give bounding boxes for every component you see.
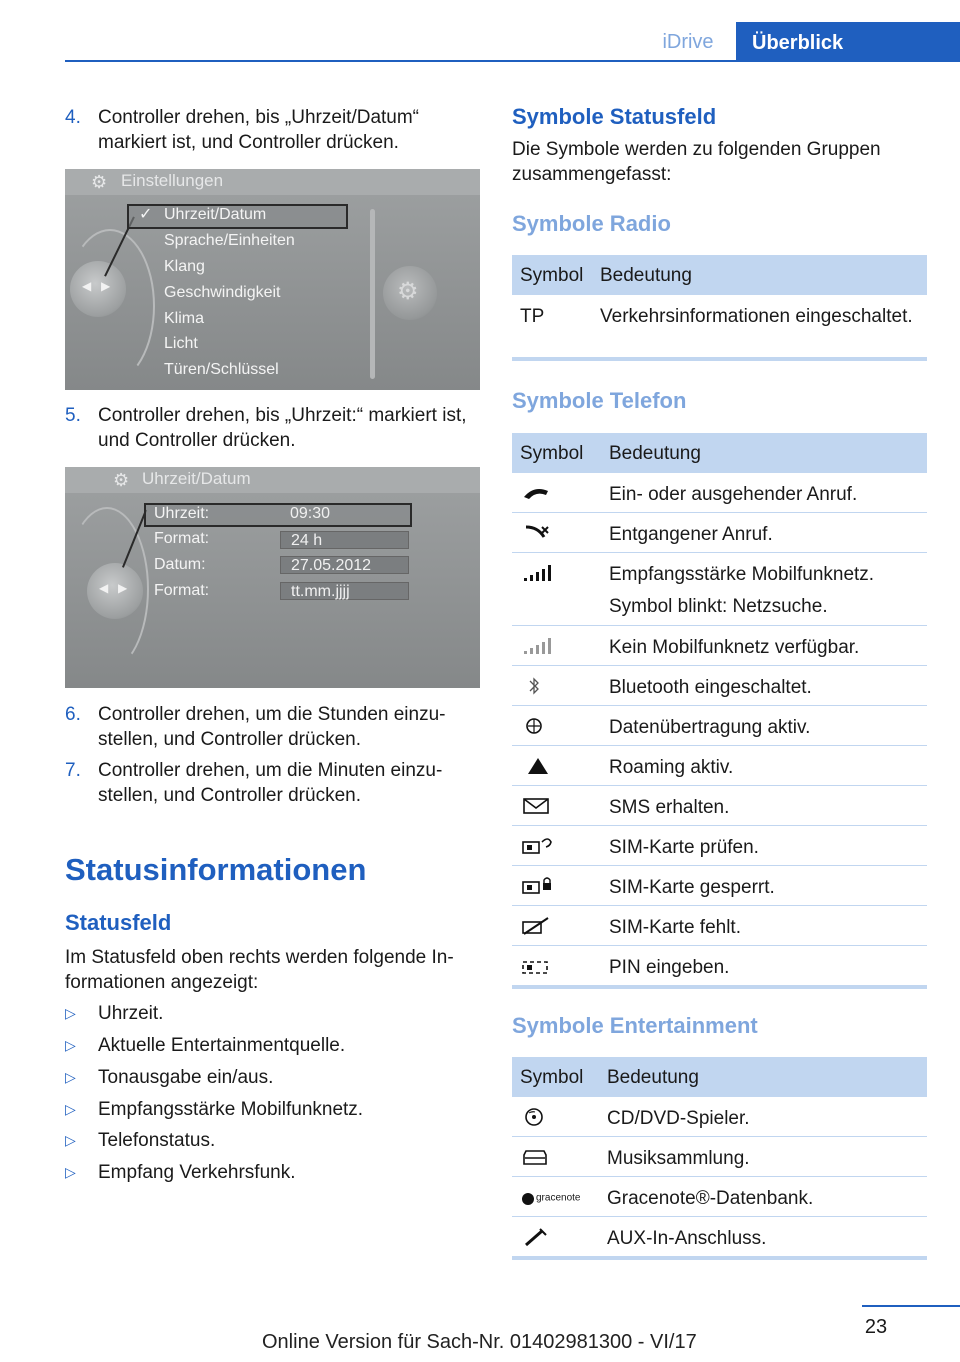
sim-locked-icon: [520, 876, 556, 896]
symbole-intro: Die Symbole werden zu folgenden Gruppen zusammengefasst:: [512, 139, 881, 185]
triangle-bullet-icon: ▷: [65, 1037, 76, 1053]
arrow-right-icon: ▶: [118, 581, 128, 595]
row-desc-secondary: Symbol blinkt: Netzsuche.: [609, 596, 828, 617]
row-desc: Datenübertragung aktiv.: [609, 717, 811, 738]
table-row: [512, 666, 927, 706]
field-label: Format:: [154, 530, 210, 547]
table-row: [512, 906, 927, 946]
step-5: [65, 403, 475, 453]
table-row: [512, 826, 927, 866]
checkmark-icon: ✓: [139, 206, 153, 223]
col-symbol: Symbol: [520, 443, 584, 464]
sms-envelope-icon: [520, 796, 556, 816]
list-item: [65, 1097, 363, 1122]
table-row: [512, 295, 927, 357]
list-item-text: Empfang Verkehrsfunk.: [98, 1162, 296, 1183]
row-desc: Ein- oder ausgehender Anruf.: [609, 484, 858, 505]
table-row: [512, 513, 927, 553]
header-rule: [65, 60, 960, 62]
tab-idrive[interactable]: iDrive: [662, 31, 714, 53]
triangle-bullet-icon: ▷: [65, 1132, 76, 1148]
footer-text: Online Version für Sach-Nr. 01402981300 - VI/17: [262, 1331, 697, 1353]
menu-item: Geschwindigkeit: [164, 284, 281, 301]
triangle-bullet-icon: ▷: [65, 1005, 76, 1021]
table-row: [512, 946, 927, 985]
list-item: [65, 1160, 296, 1185]
step-4: [65, 105, 475, 155]
missed-call-icon: [520, 523, 556, 543]
table-row: [512, 786, 927, 826]
menu-item: Uhrzeit/Datum: [164, 206, 267, 223]
gear-icon: ⚙: [113, 470, 130, 490]
row-desc: Gracenote®-Datenbank.: [607, 1188, 814, 1209]
roaming-icon: [520, 756, 556, 776]
data-transfer-icon: [520, 716, 556, 736]
gracenote-logo-icon: [520, 1187, 580, 1209]
menu-item: Klima: [164, 310, 205, 327]
pin-entry-icon: [520, 956, 556, 976]
row-desc: SMS erhalten.: [609, 797, 730, 818]
arrow-right-icon: ▶: [101, 279, 111, 293]
step-6: [65, 702, 475, 752]
list-item: [65, 1065, 273, 1090]
table-header: [512, 255, 927, 295]
row-desc: Musiksammlung.: [607, 1148, 750, 1169]
row-desc: SIM-Karte gesperrt.: [609, 877, 775, 898]
triangle-bullet-icon: ▷: [65, 1101, 76, 1117]
field-label: Format:: [154, 582, 210, 599]
table-row: [512, 1137, 927, 1177]
radio-table: [512, 255, 927, 361]
signal-strength-icon: [520, 563, 556, 583]
statusfeld-paragraph: Im Statusfeld oben rechts werden folgende Informationen angezeigt:: [65, 947, 454, 993]
subsection-title: Statusfeld: [65, 910, 172, 935]
table-row: [512, 1177, 927, 1217]
bluetooth-icon: [520, 676, 556, 696]
symbole-telefon-title: Symbole Telefon: [512, 388, 687, 413]
gracenote-logo-text: gracenote: [536, 1192, 581, 1204]
menu-item: Licht: [164, 335, 198, 352]
table-row: [512, 1217, 927, 1256]
list-item: [65, 1033, 345, 1058]
cd-dvd-icon: [520, 1107, 556, 1127]
symbol-text: TP: [520, 306, 545, 327]
col-bedeutung: Bedeutung: [607, 1067, 699, 1088]
table-row: [512, 553, 927, 626]
section-title: Statusinformationen: [65, 852, 367, 887]
screenshot-uhrzeit-datum: [65, 467, 480, 688]
list-item-text: Uhrzeit.: [98, 1003, 164, 1024]
page-number: 23: [864, 1316, 888, 1338]
field-value: 27.05.2012: [280, 556, 409, 574]
controller-knob: [70, 261, 126, 317]
list-item: [65, 1128, 215, 1153]
row-desc: Entgangener Anruf.: [609, 524, 773, 545]
screenshot-einstellungen: [65, 169, 480, 390]
list-item-text: Telefonstatus.: [98, 1130, 216, 1151]
table-header: [512, 433, 927, 473]
row-desc: SIM-Karte prüfen.: [609, 837, 759, 858]
settings-gear-icon: ⚙: [397, 278, 419, 305]
menu-item: Klang: [164, 258, 205, 275]
symbole-entertainment-title: Symbole Entertainment: [512, 1013, 758, 1038]
arrow-left-icon: ◀: [82, 279, 92, 293]
controller-knob: [87, 563, 143, 619]
row-desc: Empfangsstärke Mobilfunknetz.: [609, 564, 875, 585]
sim-check-icon: [520, 836, 556, 856]
step-text: Controller drehen, um die Minuten einzustellen, und Controller drücken.: [98, 760, 443, 806]
symbole-statusfeld-title: Symbole Statusfeld: [512, 104, 717, 129]
table-header: [512, 1057, 927, 1097]
field-label: Uhrzeit:: [154, 505, 210, 522]
list-item: [65, 1001, 163, 1026]
step-number: 5.: [65, 405, 81, 426]
row-desc: Roaming aktiv.: [609, 757, 734, 778]
table-end-rule: [512, 1256, 927, 1260]
arrow-left-icon: ◀: [99, 581, 109, 595]
step-text: Controller drehen, um die Stunden einzustellen, und Controller drücken.: [98, 704, 446, 750]
scroll-track: [370, 209, 375, 379]
step-number: 6.: [65, 704, 81, 725]
gear-icon: ⚙: [91, 172, 108, 192]
col-bedeutung: Bedeutung: [600, 265, 692, 286]
field-label: Datum:: [154, 556, 206, 573]
screen-title: Einstellungen: [121, 171, 224, 190]
col-bedeutung: Bedeutung: [609, 443, 701, 464]
table-row: [512, 706, 927, 746]
entertainment-table: [512, 1057, 927, 1260]
table-row: [512, 1097, 927, 1137]
menu-item: Sprache/Einheiten: [164, 232, 295, 249]
tab-ueberblick[interactable]: Überblick: [736, 22, 960, 62]
table-row: [512, 473, 927, 513]
field-value: 24 h: [280, 531, 409, 549]
col-symbol: Symbol: [520, 1067, 584, 1088]
step-7: [65, 758, 475, 808]
row-desc: SIM-Karte fehlt.: [609, 917, 741, 938]
triangle-bullet-icon: ▷: [65, 1164, 76, 1180]
field-value: tt.mm.jjjj: [280, 582, 409, 600]
screen-title: Uhrzeit/Datum: [142, 469, 251, 488]
row-desc: AUX-In-Anschluss.: [607, 1228, 767, 1249]
footer-rule: [862, 1305, 960, 1307]
aux-plug-icon: [520, 1227, 556, 1247]
row-desc: Verkehrsinformationen eingeschaltet.: [600, 306, 913, 327]
list-item-text: Tonausgabe ein/aus.: [98, 1067, 274, 1088]
list-item-text: Aktuelle Entertainmentquelle.: [98, 1035, 346, 1056]
list-item-text: Empfangsstärke Mobilfunknetz.: [98, 1099, 364, 1120]
table-end-rule: [512, 357, 927, 361]
sim-missing-icon: [520, 916, 556, 936]
music-collection-icon: [520, 1147, 556, 1167]
row-desc: Kein Mobilfunknetz verfügbar.: [609, 637, 860, 658]
phone-handset-icon: [520, 483, 556, 503]
symbole-radio-title: Symbole Radio: [512, 211, 671, 236]
table-end-rule: [512, 985, 927, 989]
col-symbol: Symbol: [520, 265, 584, 286]
row-desc: Bluetooth eingeschaltet.: [609, 677, 812, 698]
step-text: Controller drehen, bis „Uhrzeit/Datum“ markiert ist, und Controller drücken.: [98, 107, 420, 153]
triangle-bullet-icon: ▷: [65, 1069, 76, 1085]
telefon-table: [512, 433, 927, 989]
row-desc: CD/DVD-Spieler.: [607, 1108, 750, 1129]
step-number: 7.: [65, 760, 81, 781]
no-signal-icon: [520, 636, 556, 656]
row-desc: PIN eingeben.: [609, 957, 730, 978]
field-value: 09:30: [290, 505, 331, 522]
step-number: 4.: [65, 107, 81, 128]
table-row: [512, 746, 927, 786]
table-row: [512, 866, 927, 906]
step-text: Controller drehen, bis „Uhrzeit:“ markiert ist, und Controller drücken.: [98, 405, 467, 451]
menu-item: Türen/Schlüssel: [164, 361, 279, 378]
table-row: [512, 626, 927, 666]
